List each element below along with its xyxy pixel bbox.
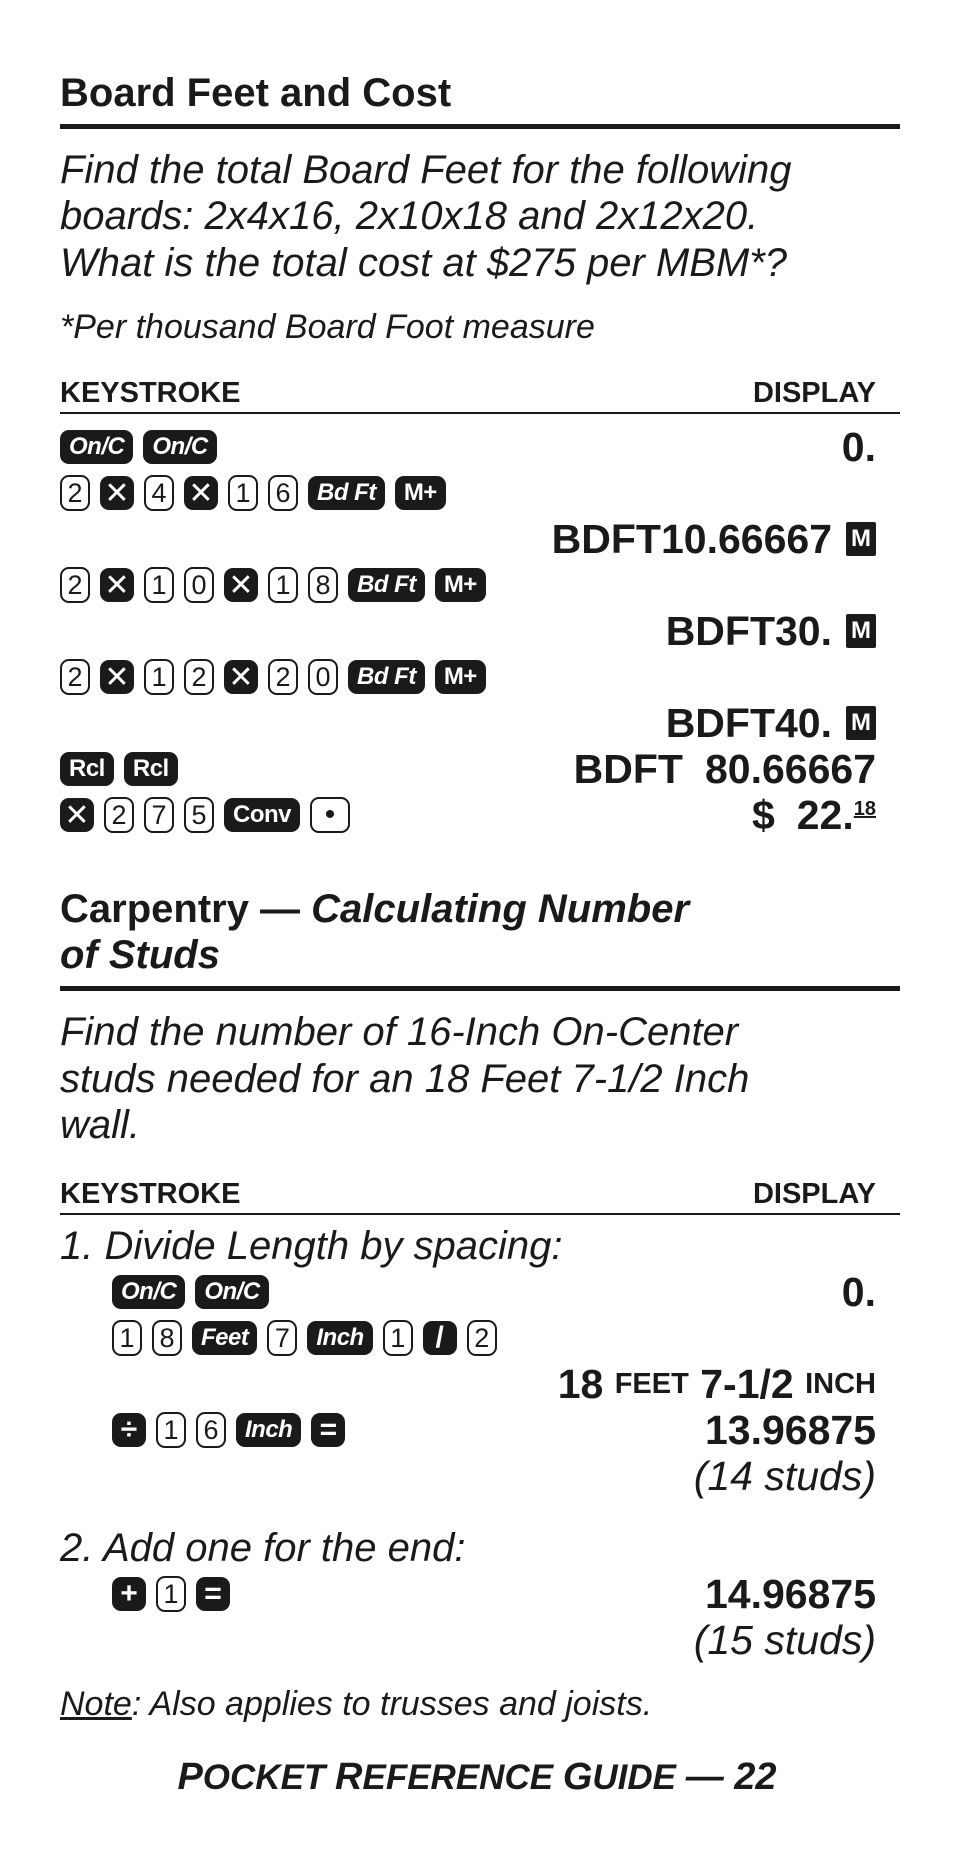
digit-1-key[interactable]: 1 — [156, 1576, 186, 1612]
digit-7-key[interactable]: 7 — [144, 797, 174, 833]
inch-key[interactable]: Inch — [236, 1413, 301, 1447]
display-row — [752, 792, 900, 839]
display-value: 0. — [841, 1268, 876, 1315]
header-rule — [60, 1213, 900, 1215]
table-row — [60, 562, 900, 608]
digit-2-key[interactable]: 2 — [467, 1320, 497, 1356]
equals-key[interactable]: = — [196, 1577, 230, 1611]
currency-symbol: $ — [751, 791, 775, 838]
table-row — [112, 1269, 900, 1315]
feet-key[interactable]: Feet — [192, 1321, 257, 1355]
digit-2-key[interactable]: 2 — [184, 659, 214, 695]
digit-1-key[interactable]: 1 — [228, 475, 258, 511]
footer-text: EFERENCE — [362, 1758, 554, 1797]
multiply-key[interactable]: ✕ — [224, 568, 258, 602]
digit-1-key[interactable]: 1 — [144, 567, 174, 603]
page-number: — 22 — [685, 1756, 777, 1798]
problem-line: What is the total cost at $275 per MBM*? — [60, 240, 788, 285]
title-rule — [60, 124, 900, 129]
multiply-key[interactable]: ✕ — [224, 660, 258, 694]
digit-7-key[interactable]: 7 — [267, 1320, 297, 1356]
digit-0-key[interactable]: 0 — [308, 659, 338, 695]
equals-key[interactable]: = — [311, 1413, 345, 1447]
digit-2-key[interactable]: 2 — [60, 475, 90, 511]
footer-text: R — [335, 1756, 363, 1798]
display-value: 7-1/2 — [700, 1360, 794, 1407]
footer-text: UIDE — [592, 1758, 676, 1797]
memory-indicator: M — [846, 614, 876, 648]
on-c-key[interactable]: On/C — [143, 430, 216, 464]
unit-label: BDFT — [665, 699, 775, 746]
digit-2-key[interactable]: 2 — [268, 659, 298, 695]
digit-2-key[interactable]: 2 — [60, 659, 90, 695]
display-row — [60, 700, 900, 746]
display-value: 14.96875 — [704, 1570, 876, 1617]
multiply-key[interactable]: ✕ — [100, 568, 134, 602]
board-feet-key[interactable]: Bd Ft — [308, 476, 385, 510]
table-row — [112, 1571, 900, 1617]
problem-line: Find the total Board Feet for the following — [60, 148, 792, 192]
keystroke-display-header — [60, 377, 900, 410]
display-value: 40. — [775, 699, 832, 746]
footnote: *Per thousand Board Foot measure — [60, 308, 595, 347]
step-2-label: 2. Add one for the end: — [60, 1526, 466, 1571]
on-c-key[interactable]: On/C — [112, 1275, 185, 1309]
memory-indicator: M — [846, 706, 876, 740]
unit-label: BDFT — [665, 607, 775, 654]
note-text: : Also applies to trusses and joists. — [131, 1685, 653, 1724]
studs-note: (15 studs) — [693, 1616, 876, 1663]
unit-label: INCH — [805, 1367, 876, 1400]
digit-6-key[interactable]: 6 — [268, 475, 298, 511]
digit-8-key[interactable]: 8 — [152, 1320, 182, 1356]
display-value: 18 — [557, 1360, 604, 1407]
keystroke-table-1 — [60, 424, 900, 838]
digit-5-key[interactable]: 5 — [184, 797, 214, 833]
board-feet-key[interactable]: Bd Ft — [348, 660, 425, 694]
multiply-key[interactable]: ✕ — [60, 798, 94, 832]
unit-label: FEET — [614, 1367, 689, 1400]
inch-key[interactable]: Inch — [307, 1321, 372, 1355]
title-italic: of Studs — [60, 933, 220, 978]
table-row — [60, 654, 900, 700]
memory-plus-key[interactable]: M+ — [435, 660, 486, 694]
page-content — [60, 70, 900, 1724]
digit-1-key[interactable]: 1 — [156, 1412, 186, 1448]
digit-8-key[interactable]: 8 — [308, 567, 338, 603]
table-row — [112, 1407, 900, 1453]
unit-label: BDFT — [573, 745, 683, 792]
table-row — [60, 792, 900, 838]
section-title-board-feet: Board Feet and Cost — [60, 71, 452, 115]
display-label: DISPLAY — [752, 377, 876, 410]
page-footer — [0, 1756, 954, 1799]
recall-key[interactable]: Rcl — [124, 752, 178, 786]
problem-statement-2 — [60, 1009, 900, 1148]
digit-1-key[interactable]: 1 — [268, 567, 298, 603]
memory-plus-key[interactable]: M+ — [435, 568, 486, 602]
divide-key[interactable]: ÷ — [112, 1413, 146, 1447]
keystroke-table-2 — [60, 1269, 900, 1499]
display-value: 0. — [841, 423, 876, 470]
footer-text: P — [177, 1756, 203, 1798]
multiply-key[interactable]: ✕ — [100, 476, 134, 510]
problem-line: studs needed for an 18 Feet 7-1/2 Inch — [60, 1056, 750, 1101]
convert-key[interactable]: Conv — [224, 798, 300, 832]
board-feet-key[interactable]: Bd Ft — [348, 568, 425, 602]
display-row — [60, 608, 900, 654]
digit-2-key[interactable]: 2 — [60, 567, 90, 603]
keystroke-display-header — [60, 1178, 900, 1211]
memory-plus-key[interactable]: M+ — [395, 476, 446, 510]
digit-1-key[interactable]: 1 — [383, 1320, 413, 1356]
section-title-studs — [60, 886, 900, 978]
display-label: DISPLAY — [752, 1178, 876, 1211]
display-row — [60, 516, 900, 562]
problem-line: Find the number of 16-Inch On-Center — [60, 1010, 739, 1055]
keystroke-table-3 — [60, 1571, 900, 1663]
multiply-key[interactable]: ✕ — [184, 476, 218, 510]
title-rule — [60, 986, 900, 991]
on-c-key[interactable]: On/C — [195, 1275, 268, 1309]
display-superscript: 18 — [853, 797, 876, 820]
digit-2-key[interactable]: 2 — [104, 797, 134, 833]
display-value: 13.96875 — [704, 1406, 876, 1453]
title-italic: Calculating Number — [311, 887, 690, 932]
table-row — [60, 746, 900, 792]
title-plain: Carpentry — — [60, 887, 312, 932]
display-value: 80.66667 — [704, 745, 876, 792]
multiply-key[interactable]: ✕ — [100, 660, 134, 694]
recall-key[interactable]: Rcl — [60, 752, 114, 786]
digit-1-key[interactable]: 1 — [112, 1320, 142, 1356]
display-row — [574, 746, 900, 793]
digit-1-key[interactable]: 1 — [144, 659, 174, 695]
table-row — [112, 1315, 900, 1361]
keystroke-label: KEYSTROKE — [60, 1178, 241, 1211]
table-row — [60, 470, 900, 516]
keystroke-label: KEYSTROKE — [60, 377, 241, 410]
problem-statement-1 — [60, 147, 900, 286]
display-value: 22. — [796, 791, 854, 838]
footer-text: G — [562, 1756, 593, 1798]
digit-4-key[interactable]: 4 — [144, 475, 174, 511]
table-row — [60, 424, 900, 470]
plus-key[interactable]: + — [112, 1577, 146, 1611]
digit-6-key[interactable]: 6 — [196, 1412, 226, 1448]
memory-indicator: M — [846, 522, 876, 556]
problem-line: boards: 2x4x16, 2x10x18 and 2x12x20. — [60, 194, 759, 239]
header-rule — [60, 412, 900, 414]
on-c-key[interactable]: On/C — [60, 430, 133, 464]
fraction-key[interactable]: / — [423, 1321, 457, 1355]
note-label: Note — [60, 1685, 132, 1724]
footer-text: OCKET — [202, 1758, 326, 1797]
display-value: 30. — [775, 607, 832, 654]
problem-line: wall. — [60, 1102, 141, 1147]
digit-0-key[interactable]: 0 — [184, 567, 214, 603]
display-row — [112, 1361, 900, 1407]
display-value: 10.66667 — [660, 515, 832, 562]
unit-label: BDFT — [551, 515, 661, 562]
studs-note: (14 studs) — [693, 1452, 876, 1499]
step-1-label: 1. Divide Length by spacing: — [60, 1224, 563, 1269]
decimal-point-key[interactable]: • — [310, 797, 350, 833]
note — [60, 1685, 900, 1724]
